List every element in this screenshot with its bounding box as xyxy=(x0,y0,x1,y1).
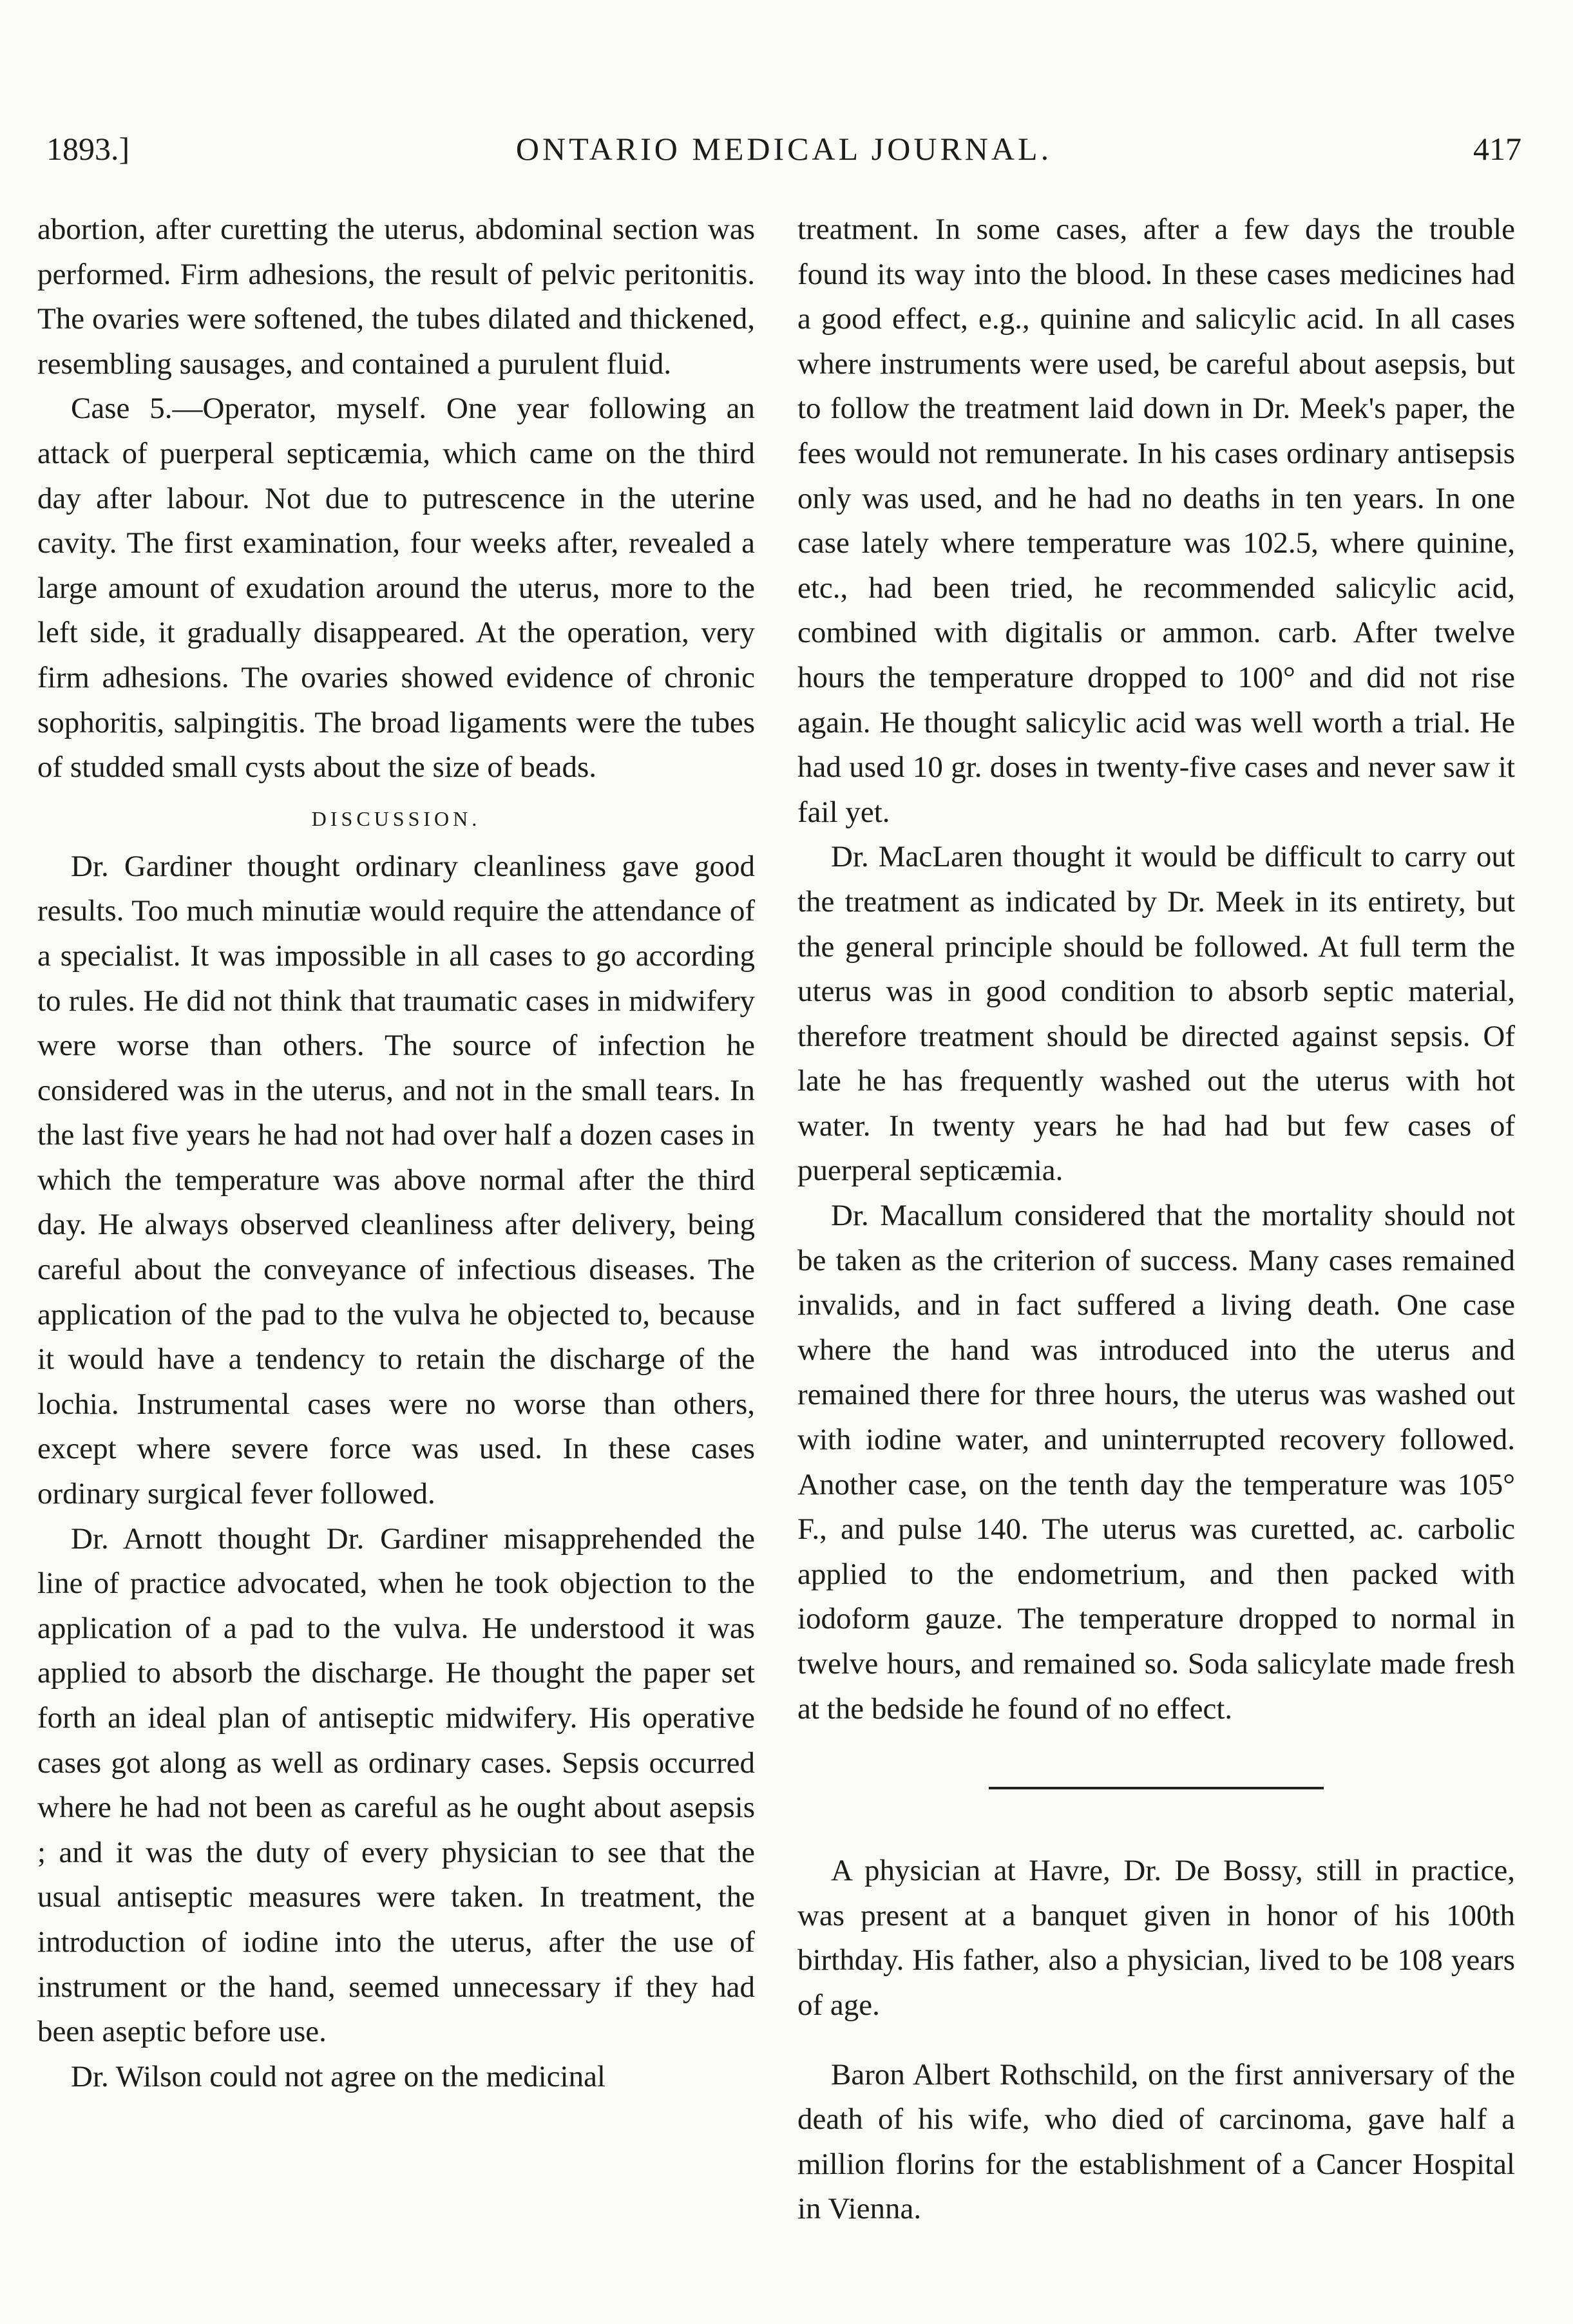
paragraph-dr-gardiner: Dr. Gardiner thought ordinary cleanliness gave good results. Too much minutiæ would require the attendance of a specialist. It was impossible in all cases to go according to rules. He did not think that traumatic cases in midwifery were worse than others. The source of infection he considered was in the uterus, and not in the small tears. In the last five years he had not had over half a dozen cases in which the temperature was above normal after the third day. He always observed cleanliness after delivery, being careful about the conveyance of infectious diseases. The application of the pad to the vulva he objected to, because it would have a tendency to retain the discharge of the lochia. Instrumental cases were no worse than others, except where severe force was used. In these cases ordinary surgical fever followed. xyxy=(37,849,755,1511)
right-column xyxy=(797,207,1515,2232)
section-divider-rule xyxy=(989,1787,1324,1789)
left-column xyxy=(37,207,755,2099)
paragraph-dr-de-bossy: A physician at Havre, Dr. De Bossy, still in practice, was present at a banquet given in honor of his 100th birthday. His father, also a physician, lived to be 108 years of age. xyxy=(797,1854,1515,2022)
discussion-heading: DISCUSSION. xyxy=(311,806,481,830)
paragraph-dr-arnott: Dr. Arnott thought Dr. Gardiner misapprehended the line of practice advocated, when he took objection to the application of a pad to the vulva. He understood it was applied to absorb the discharge. He thought the paper set forth an ideal plan of antiseptic midwifery. His operative cases got along as well as ordinary cases. Sepsis occurred where he had not been as careful as he ought about asepsis ; and it was the duty of every physician to see that the usual antiseptic measures were taken. In treatment, the introduction of iodine into the uterus, after the use of instrument or the hand, seemed unnecessary if they had been aseptic before use. xyxy=(37,1521,755,2049)
paragraph-baron-rothschild: Baron Albert Rothschild, on the first anniversary of the death of his wife, who died of carcinoma, gave half a million florins for the establishment of a Cancer Hospital in Vienna. xyxy=(797,2057,1515,2226)
paragraph-dr-macallum: Dr. Macallum considered that the mortality should not be taken as the criterion of success. Many cases remained invalids, and in fact suffered a living death. One case where the hand was introduced into the uterus and remained there for three hours, the uterus was washed out with iodine water, and uninterrupted recovery followed. Another case, on the tenth day the temperature was 105° F., and pulse 140. The uterus was curetted, ac. carbolic applied to the endometrium, and then packed with iodoform gauze. The temperature dropped to normal in twelve hours, and remained so. Soda salicylate made fresh at the bedside he found of no effect. xyxy=(797,1199,1515,1726)
header-year: 1893.] xyxy=(46,131,130,167)
page-number: 417 xyxy=(1473,131,1521,167)
paragraph-dr-wilson: Dr. Wilson could not agree on the medicinal xyxy=(71,2059,605,2093)
paragraph-abortion-continued: abortion, after curetting the uterus, abdominal section was performed. Firm adhesions, the result of pelvic peritonitis. The ovaries were softened, the tubes dilated and thickened, resembling sausages, and contained a purulent fluid. xyxy=(37,213,755,381)
paragraph-dr-maclaren: Dr. MacLaren thought it would be difficult to carry out the treatment as indicated by Dr. Meek in its entirety, but the general principle should be followed. At full term the uterus was in good condition to absorb septic material, therefore treatment should be directed against sepsis. Of late he has frequently washed out the uterus with hot water. In twenty years he had had but few cases of puerperal septicæmia. xyxy=(797,840,1515,1188)
paragraph-treatment-continued: treatment. In some cases, after a few days the trouble found its way into the blood. In these cases medicines had a good effect, e.g., quinine and salicylic acid. In all cases where instruments were used, be careful about asepsis, but to follow the treatment laid down in Dr. Meek's paper, the fees would not remunerate. In his cases ordinary antisepsis only was used, and he had no deaths in ten years. In one case lately where temperature was 102.5, where quinine, etc., had been tried, he recommended salicylic acid, combined with digitalis or ammon. carb. After twelve hours the temperature dropped to 100° and did not rise again. He thought salicylic acid was well worth a trial. He had used 10 gr. doses in twenty-five cases and never saw it fail yet. xyxy=(797,213,1515,829)
journal-title: ONTARIO MEDICAL JOURNAL. xyxy=(515,131,1053,167)
running-head xyxy=(46,126,1521,171)
paragraph-case-5: Case 5.—Operator, myself. One year following an attack of puerperal septicæmia, which came on the third day after labour. Not due to putrescence in the uterine cavity. The first examination, four weeks after, revealed a large amount of exudation around the uterus, more to the left side, it gradually disappeared. At the operation, very firm adhesions. The ovaries showed evidence of chronic sophoritis, salpingitis. The broad ligaments were the tubes of studded small cysts about the size of beads. xyxy=(37,392,755,785)
